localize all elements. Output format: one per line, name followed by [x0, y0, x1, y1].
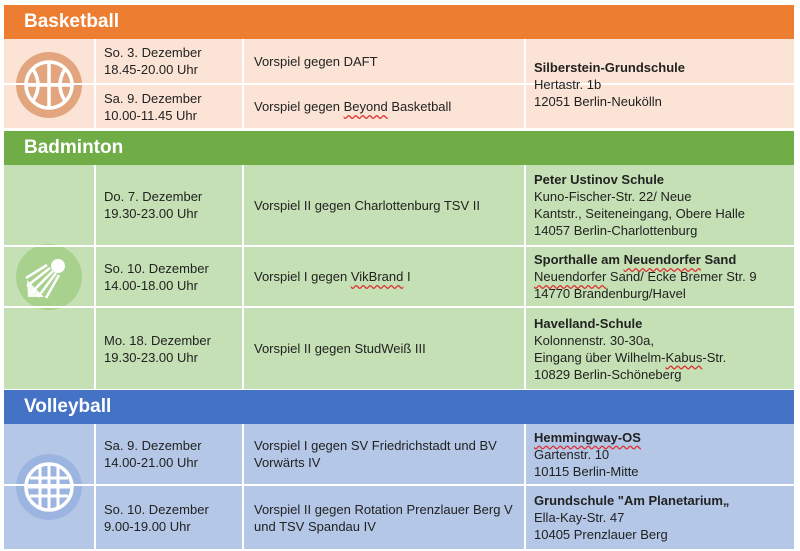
date-cell — [96, 247, 242, 306]
location-street: Kolonnenstr. 30-30a, — [534, 332, 654, 348]
section-header-volleyball — [4, 390, 794, 424]
game-desc: Vorwärts IV — [254, 455, 321, 470]
location-name: Havelland-Schule — [534, 315, 643, 331]
section-title: Basketball — [24, 11, 120, 32]
location-name: Silberstein-Grundschule — [534, 60, 685, 75]
location-cell — [526, 247, 794, 306]
location-cell — [526, 165, 794, 245]
game-date: Sa. 9. Dezember — [104, 90, 202, 106]
section-header-basketball — [4, 5, 794, 39]
location-city: 10115 Berlin-Mitte — [534, 463, 639, 479]
date-cell — [96, 39, 242, 83]
game-desc: Vorspiel I gegen VikBrand I — [254, 269, 411, 284]
location-city: 14770 Brandenburg/Havel — [534, 286, 686, 301]
location-street: Ella-Kay-Str. 47 — [534, 510, 625, 525]
desc-cell — [244, 247, 524, 306]
game-desc: Vorspiel gegen DAFT — [254, 53, 378, 69]
game-time: 10.00-11.45 Uhr — [104, 107, 197, 123]
table-row — [4, 424, 794, 486]
section-title: Volleyball — [24, 396, 112, 417]
location-street: Kuno-Fischer-Str. 22/ Neue — [534, 189, 692, 204]
location-cell — [526, 39, 794, 130]
desc-cell — [244, 308, 524, 389]
date-cell — [96, 424, 242, 484]
game-time: 19.30-23.00 Uhr — [104, 349, 198, 365]
location-street: Kantstr., Seiteneingang, Obere Halle — [534, 206, 746, 221]
game-desc: Vorspiel gegen Beyond Basketball — [254, 99, 452, 114]
section-body-badminton — [4, 165, 794, 389]
game-desc: Vorspiel II gegen Charlottenburg TSV II — [254, 197, 480, 213]
section-body-basketball — [4, 39, 794, 130]
game-date: Sa. 9. Dezember — [104, 438, 202, 453]
location-cell — [526, 424, 794, 484]
game-date: So. 3. Dezember — [104, 45, 202, 60]
table-row — [4, 486, 794, 549]
location-city: 14057 Berlin-Charlottenburg — [534, 223, 698, 238]
game-time: 14.00-21.00 Uhr — [104, 455, 198, 470]
location-name: Grundschule "Am Planetarium„ — [534, 493, 730, 508]
location-name: Hemmingway-OS — [534, 429, 641, 445]
section-header-badminton — [4, 131, 794, 165]
game-time: 14.00-18.00 Uhr — [104, 277, 198, 293]
location-name: Peter Ustinov Schule — [534, 172, 665, 187]
location-name: Sporthalle am Neuendorfer Sand — [534, 252, 737, 267]
location-street: Neuendorfer Sand/ Ecke Bremer Str. 9 — [534, 269, 757, 284]
date-cell — [96, 85, 242, 128]
table-row — [4, 308, 794, 389]
location-street: Hertastr. 1b — [534, 77, 602, 92]
date-cell — [96, 165, 242, 245]
table-row — [4, 165, 794, 247]
game-desc: Vorspiel I gegen SV Friedrichstadt und BV — [254, 438, 497, 453]
location-city: 10405 Prenzlauer Berg — [534, 527, 668, 542]
game-desc: und TSV Spandau IV — [254, 518, 376, 534]
date-cell — [96, 486, 242, 549]
game-date: Mo. 18. Dezember — [104, 332, 211, 348]
game-date: Do. 7. Dezember — [104, 189, 203, 204]
game-desc: Vorspiel II gegen Rotation Prenzlauer Berg V — [254, 501, 513, 517]
date-cell — [96, 308, 242, 389]
desc-cell — [244, 39, 524, 83]
game-desc: Vorspiel II gegen StudWeiß III — [254, 341, 426, 356]
game-date: So. 10. Dezember — [104, 501, 209, 517]
desc-cell — [244, 165, 524, 245]
table-row — [4, 247, 794, 308]
location-street: Eingang über Wilhelm-Kabus-Str. — [534, 349, 727, 365]
game-time: 19.30-23.00 Uhr — [104, 206, 198, 221]
section-title: Badminton — [24, 137, 124, 158]
game-date: So. 10. Dezember — [104, 260, 209, 276]
section-body-volleyball — [4, 424, 794, 549]
desc-cell — [244, 486, 524, 549]
location-city: 12051 Berlin-Neukölln — [534, 94, 662, 109]
location-cell — [526, 486, 794, 549]
location-cell — [526, 308, 794, 389]
game-time: 9.00-19.00 Uhr — [104, 518, 191, 534]
location-street: Gartenstr. 10 — [534, 446, 610, 462]
game-time: 18.45-20.00 Uhr — [104, 62, 198, 77]
location-city: 10829 Berlin-Schöneberg — [534, 366, 682, 382]
desc-cell — [244, 85, 524, 128]
desc-cell — [244, 424, 524, 484]
